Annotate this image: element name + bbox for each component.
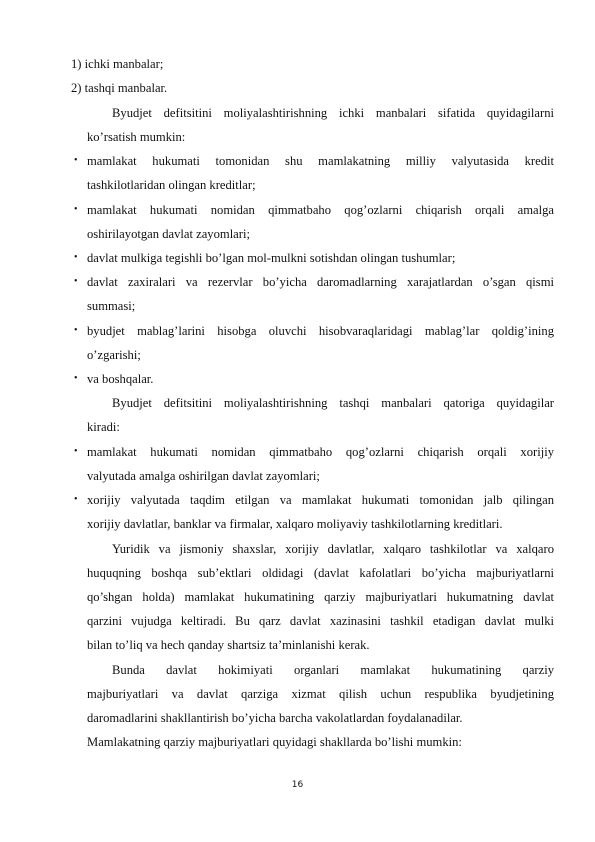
bullet-icon: • — [74, 373, 78, 384]
paragraph-line: qarzini vujudga keltiradi. Bu qarz davlat xazinasini tashkil etadigan davlat mulki — [87, 614, 554, 628]
bullet-icon: • — [74, 446, 78, 457]
bullet-icon: • — [74, 252, 78, 263]
list-item: va boshqalar. — [87, 372, 154, 386]
paragraph-line: Mamlakatning qarziy majburiyatlari quyidagi shakllarda bo’lishi mumkin: — [87, 735, 462, 749]
list-item: xorijiy valyutada taqdim etilgan va mamlakat hukumati tomonidan jalb qilingan — [87, 493, 554, 507]
list-item: byudjet mablag’larini hisobga oluvchi hisobvaraqlaridagi mablag’lar qoldig’ining — [87, 324, 554, 338]
list-item: mamlakat hukumati nomidan qimmatbaho qog’ozlarni chiqarish orqali xorijiy — [87, 445, 554, 459]
paragraph-line: Byudjet defitsitini moliyalashtirishning ichki manbalari sifatida quyidagilarni — [112, 106, 554, 120]
list-item: 1) ichki manbalar; — [71, 57, 164, 71]
list-item: xorijiy davlatlar, banklar va firmalar, xalqaro moliyaviy tashkilotlarning kreditlari. — [87, 517, 503, 531]
paragraph-line: kiradi: — [87, 420, 120, 434]
paragraph-line: majburiyatlari va davlat qarziga xizmat qilish uchun respublika byudjetining — [87, 687, 554, 701]
list-item: davlat mulkiga tegishli bo’lgan mol-mulkni sotishdan olingan tushumlar; — [87, 251, 456, 265]
paragraph-line: Yuridik va jismoniy shaxslar, xorijiy davlatlar, xalqaro tashkilotlar va xalqaro — [112, 542, 554, 556]
list-item: valyutada amalga oshirilgan davlat zayomlari; — [87, 469, 320, 483]
paragraph-line: daromadlarini shakllantirish bo’yicha barcha vakolatlardan foydalanadilar. — [87, 711, 463, 725]
list-item: mamlakat hukumati tomonidan shu mamlakatning milliy valyutasida kredit — [87, 154, 554, 168]
list-item: summasi; — [87, 299, 136, 313]
list-item: o’zgarishi; — [87, 348, 141, 362]
bullet-icon: • — [74, 325, 78, 336]
list-item: davlat zaxiralari va rezervlar bo’yicha daromadlarning xarajatlardan o’sgan qismi — [87, 275, 554, 289]
paragraph-line: huquqning boshqa sub’ektlari oldidagi (davlat kafolatlari bo’yicha majburiyatlarni — [87, 566, 554, 580]
paragraph-line: Byudjet defitsitini moliyalashtirishning tashqi manbalari qatoriga quyidagilar — [112, 396, 554, 410]
list-item: 2) tashqi manbalar. — [71, 81, 168, 95]
bullet-icon: • — [74, 276, 78, 287]
list-item: mamlakat hukumati nomidan qimmatbaho qog’ozlarni chiqarish orqali amalga — [87, 203, 554, 217]
paragraph-line: ko’rsatish mumkin: — [87, 130, 186, 144]
bullet-icon: • — [74, 494, 78, 505]
bullet-icon: • — [74, 204, 78, 215]
paragraph-line: qo’shgan holda) mamlakat hukumatining qarziy majburiyatlari hukumatning davlat — [87, 590, 554, 604]
bullet-icon: • — [74, 155, 78, 166]
list-item: oshirilayotgan davlat zayomlari; — [87, 227, 250, 241]
paragraph-line: Bunda davlat hokimiyati organlari mamlakat hukumatining qarziy — [112, 663, 554, 677]
paragraph-line: bilan to’liq va hech qanday shartsiz ta’minlanishi kerak. — [87, 638, 370, 652]
list-item: tashkilotlaridan olingan kreditlar; — [87, 178, 256, 192]
page-number: 16 — [291, 780, 304, 790]
